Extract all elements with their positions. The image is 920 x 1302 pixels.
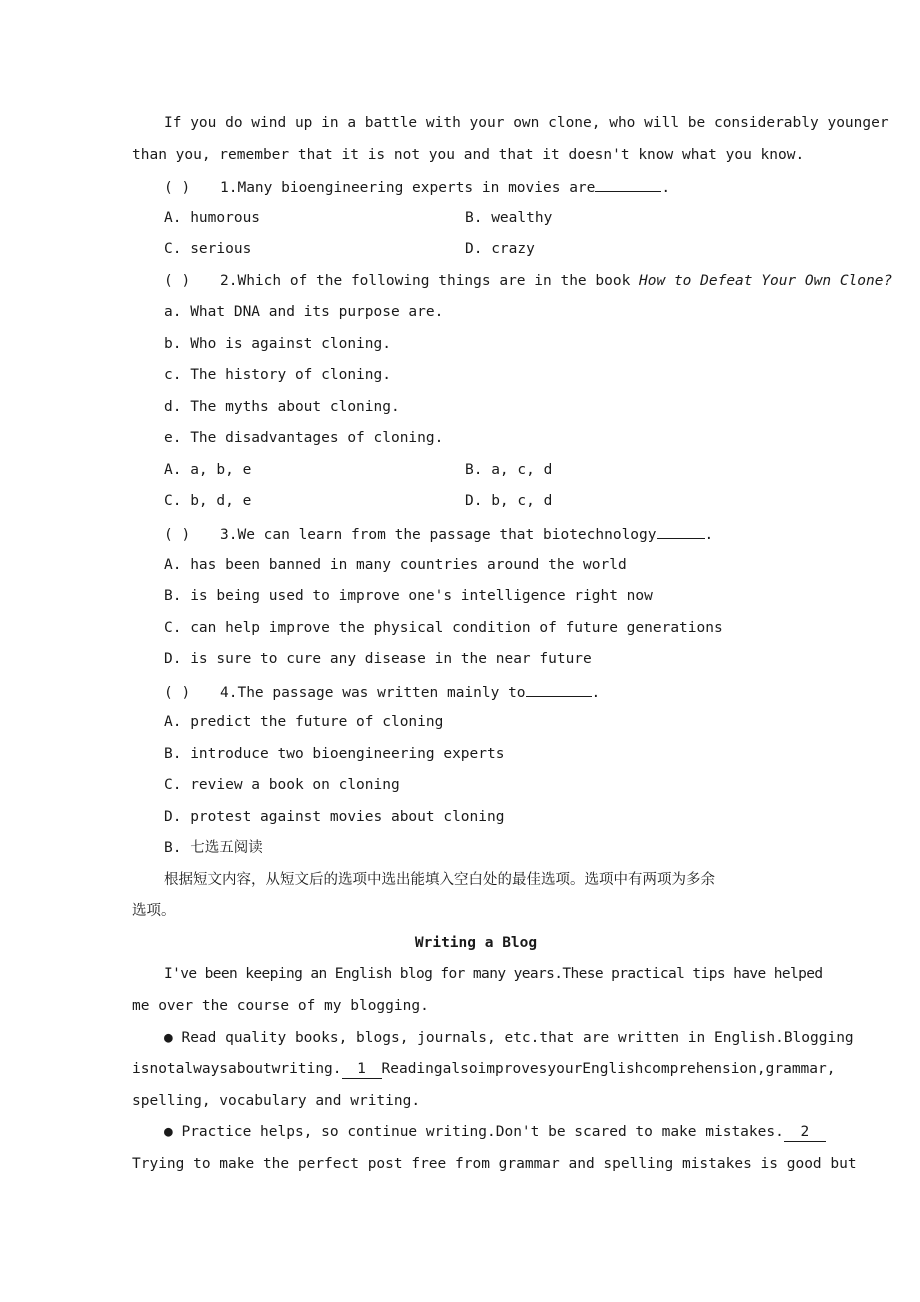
- answer-blank: [657, 523, 705, 539]
- question-2: [164, 271, 892, 291]
- q4-option-d: D. protest against movies about cloning: [164, 809, 505, 825]
- q2-item-b: b. Who is against cloning.: [164, 336, 391, 352]
- q2-option-c: C. b, d, e: [164, 493, 252, 509]
- blog-intro-2: me over the course of my blogging.: [132, 998, 429, 1014]
- tip-2-line-1: ● Practice helps, so continue writing.Don't be scared to make mistakes. 2: [164, 1122, 826, 1142]
- tip-1-text: Read quality books, blogs, journals, etc.that are written in English.Blogging: [172, 1030, 854, 1046]
- blog-title: Writing a Blog: [414, 935, 538, 951]
- book-title: How to Defeat Your Own Clone?: [639, 273, 893, 289]
- q2-option-d: D. b, c, d: [465, 493, 553, 509]
- q3-option-d: D. is sure to cure any disease in the near future: [164, 651, 592, 667]
- q4-option-b: B. introduce two bioengineering experts: [164, 746, 505, 762]
- question-4-stem: 4.The passage was written mainly to: [220, 685, 526, 701]
- q2-item-e: e. The disadvantages of cloning.: [164, 430, 444, 446]
- tip-1-line-3: spelling, vocabulary and writing.: [132, 1093, 421, 1109]
- q1-option-d: D. crazy: [465, 241, 535, 257]
- tip-1-line-2: isnotalwaysaboutwriting. 1 ReadingalsoimprovesyourEnglishcomprehension,grammar,: [132, 1061, 836, 1077]
- q1-option-b: B. wealthy: [465, 210, 553, 226]
- bullet-icon: ●: [164, 1030, 173, 1046]
- tip-2-line-2: Trying to make the perfect post free from grammar and spelling mistakes is good but: [132, 1156, 857, 1172]
- gap-blank-2: 2: [784, 1123, 826, 1142]
- q1-option-a: A. humorous: [164, 210, 261, 226]
- answer-blank: [595, 176, 661, 192]
- tip-1-line-1: [164, 1028, 854, 1048]
- q3-option-b: B. is being used to improve one's intelligence right now: [164, 588, 653, 604]
- section-b-instructions-2: 选项。: [132, 903, 176, 919]
- question-2-stem: 2.Which of the following things are in the book: [220, 273, 640, 289]
- answer-paren: ( ): [164, 273, 191, 289]
- question-3-stem: 3.We can learn from the passage that biotechnology: [220, 527, 657, 543]
- q2-option-b: B. a, c, d: [465, 462, 553, 478]
- gap-blank-1: 1: [342, 1060, 382, 1079]
- q2-item-a: a. What DNA and its purpose are.: [164, 304, 444, 320]
- answer-blank: [526, 681, 592, 697]
- question-1: ( ) 1.Many bioengineering experts in movies are .: [164, 176, 670, 196]
- question-3: ( ) 3.We can learn from the passage that biotechnology .: [164, 523, 713, 543]
- q2-item-d: d. The myths about cloning.: [164, 399, 400, 415]
- q4-option-c: C. review a book on cloning: [164, 777, 400, 793]
- answer-paren: ( ): [164, 180, 191, 196]
- passage-line-1: If you do wind up in a battle with your own clone, who will be considerably younger: [164, 115, 889, 131]
- section-b-instructions-1: 根据短文内容，从短文后的选项中选出能填入空白处的最佳选项。选项中有两项为多余: [164, 872, 715, 888]
- q4-option-a: A. predict the future of cloning: [164, 714, 444, 730]
- q3-option-c: C. can help improve the physical condition of future generations: [164, 620, 723, 636]
- answer-paren: ( ): [164, 527, 191, 543]
- q3-option-a: A. has been banned in many countries around the world: [164, 557, 627, 573]
- passage-line-2: than you, remember that it is not you and that it doesn't know what you know.: [132, 147, 805, 163]
- answer-paren: ( ): [164, 685, 191, 701]
- question-4: ( ) 4.The passage was written mainly to .: [164, 681, 600, 701]
- q1-option-c: C. serious: [164, 241, 252, 257]
- bullet-icon: ●: [164, 1124, 173, 1140]
- q2-item-c: c. The history of cloning.: [164, 367, 391, 383]
- section-b-heading: B. 七选五阅读: [164, 840, 263, 856]
- question-1-stem: 1.Many bioengineering experts in movies are: [220, 180, 596, 196]
- q2-option-a: A. a, b, e: [164, 462, 252, 478]
- blog-intro-1: I've been keeping an English blog for many years.These practical tips have helped: [164, 966, 823, 982]
